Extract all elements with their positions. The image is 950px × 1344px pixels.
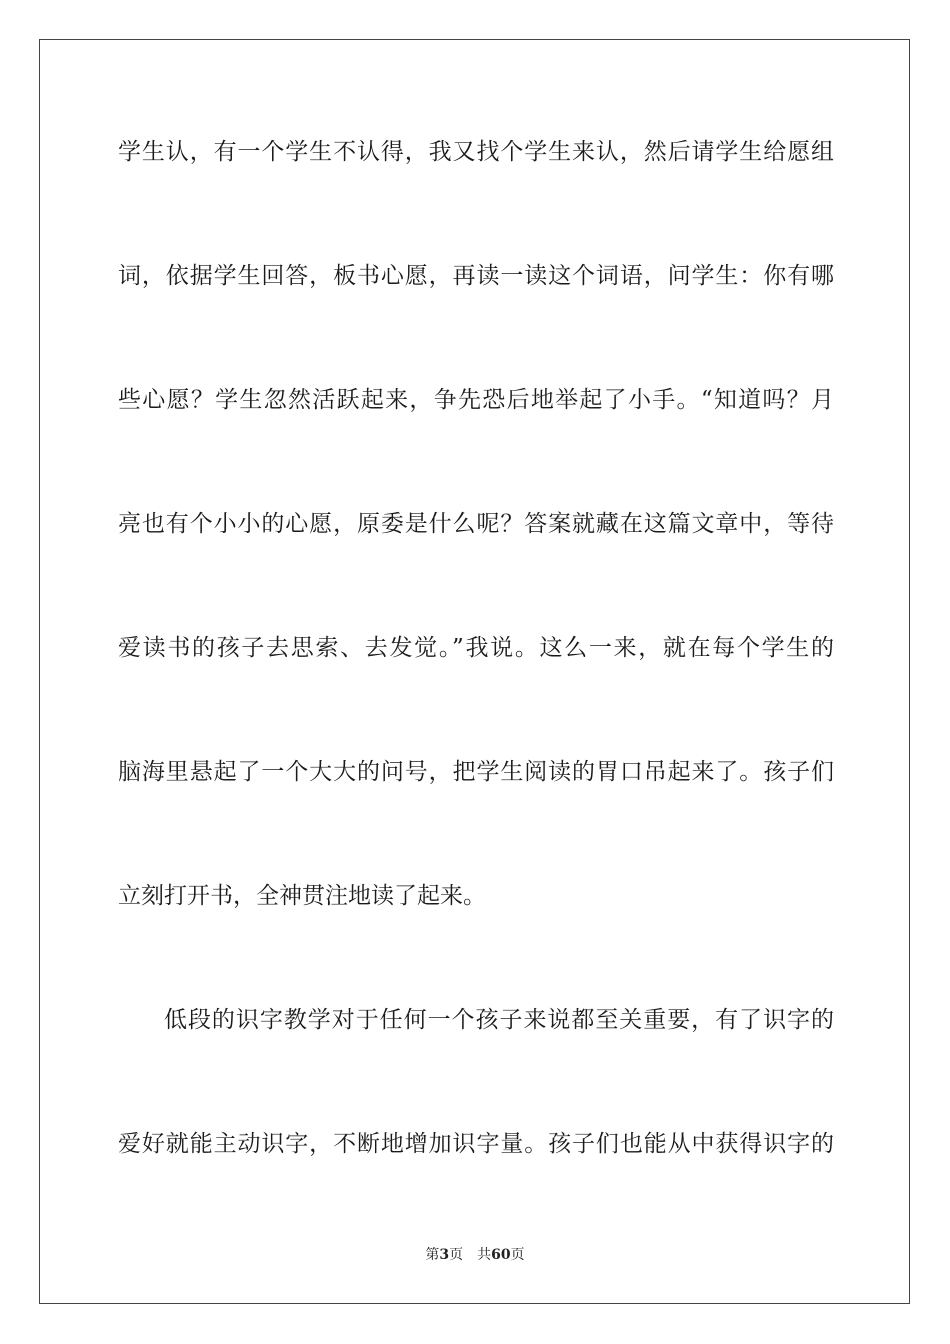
- body-line-5: 爱读书的孩子去思索、去发觉。”我说。这么一来，就在每个学生的: [118, 635, 834, 661]
- footer-total-prefix: 共: [477, 1247, 492, 1263]
- body-line-4: 亮也有个小小的心愿，原委是什么呢？答案就藏在这篇文章中，等待: [118, 511, 834, 537]
- footer-total-suffix: 页: [510, 1247, 525, 1263]
- footer-page-suffix: 页: [449, 1247, 464, 1263]
- body-line-2: 词，依据学生回答，板书心愿，再读一读这个词语，问学生：你有哪: [118, 263, 834, 289]
- body-line-6: 脑海里悬起了一个大大的问号，把学生阅读的胃口吊起来了。孩子们: [118, 759, 834, 785]
- body-line-1: 学生认，有一个学生不认得，我又找个学生来认，然后请学生给愿组: [118, 139, 834, 165]
- footer-total-pages: 60: [491, 1247, 511, 1263]
- body-line-9: 爱好就能主动识字，不断地增加识字量。孩子们也能从中获得识字的: [118, 1131, 834, 1157]
- footer-page-prefix: 第: [425, 1247, 440, 1263]
- page-footer: [0, 1245, 950, 1265]
- footer-page-number: 3: [439, 1247, 450, 1263]
- body-line-8: 低段的识字教学对于任何一个孩子来说都至关重要，有了识字的: [164, 1007, 834, 1033]
- body-line-3: 些心愿？学生忽然活跃起来，争先恐后地举起了小手。“知道吗？月: [118, 387, 834, 413]
- page-border: [39, 39, 910, 1304]
- body-line-7: 立刻打开书，全神贯注地读了起来。: [118, 883, 486, 909]
